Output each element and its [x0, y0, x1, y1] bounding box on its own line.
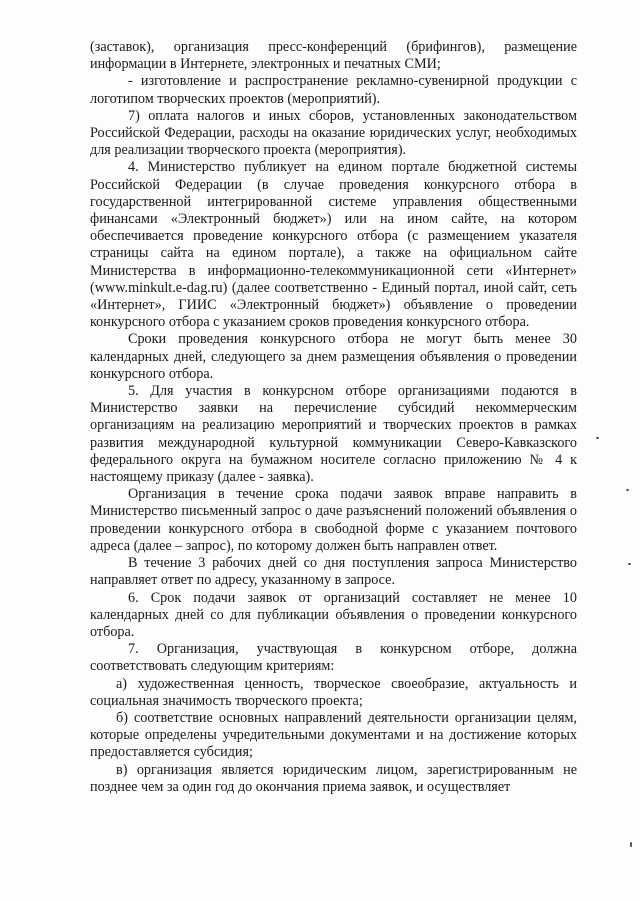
paragraph-item-7-taxes: 7) оплата налогов и иных сборов, установленных законодательством Российской Федерации, расходы на оказание юридических услуг, необходимых для реализации творческого проекта (мероприятия).	[90, 107, 577, 159]
scan-speck	[596, 437, 599, 439]
paragraph-response-term: В течение 3 рабочих дней со дня поступления запроса Министерство направляет ответ по адресу, указанному в запросе.	[90, 555, 577, 589]
paragraph-section-6: 6. Срок подачи заявок от организаций составляет не менее 10 календарных дней со для публикации объявления о проведении конкурсного отбора.	[90, 589, 577, 640]
paragraph-criterion-b: б) соответствие основных направлений деятельности организации целям, которые определены учредительными документами и на достижение которых предоставляется субсидия;	[90, 709, 577, 761]
scan-speck	[630, 842, 632, 847]
paragraph-promo-continuation: (заставок), организация пресс-конференций (брифингов), размещение информации в Интернете, электронных и печатных СМИ;	[90, 39, 577, 73]
paragraph-section-5: 5. Для участия в конкурсном отборе организациями подаются в Министерство заявки на перечисление субсидий некоммерческим организациям на реализацию мероприятий и творческих проектов в рамках развития международной культурной коммуникации Северо-Кавказского федерального округа на бумажном носителе согласно приложению № 4 к настоящему приказу (далее - заявка).	[90, 383, 577, 486]
scan-speck	[626, 489, 629, 491]
paragraph-section-4: 4. Министерство публикует на едином портале бюджетной системы Российской Федерации (в случае проведения конкурсного отбора в государственной интегрированной системе управления общественными финансами «Электронный бюджет») или на ином сайте, на котором обеспечивается проведение конкурсного отбора (с размещением указателя страницы сайта на едином портале), а также на официальном сайте Министерства в информационно-телекоммуникационной сети «Интернет» (www.minkult.e-dag.ru) (далее соответственно - Единый портал, иной сайт, сеть «Интернет», ГИИС «Электронный бюджет») объявление о проведении конкурсного отбора с указанием сроков проведения конкурсного отбора.	[90, 159, 577, 331]
paragraph-section-7: 7. Организация, участвующая в конкурсном отборе, должна соответствовать следующим критериям:	[90, 641, 577, 675]
paragraph-clarification-request: Организация в течение срока подачи заявок вправе направить в Министерство письменный запрос о даче разъяснений положений объявления о проведении конкурсного отбора в свободной форме с указанием почтового адреса (далее – запрос), по которому должен быть направлен ответ.	[90, 486, 577, 554]
paragraph-criterion-v: в) организация является юридическим лицом, зарегистрированным не позднее чем за один год до окончания приема заявок, и осуществляет	[90, 761, 577, 795]
paragraph-criterion-a: а) художественная ценность, творческое своеобразие, актуальность и социальная значимость творческого проекта;	[90, 675, 577, 709]
document-body	[90, 39, 577, 796]
paragraph-selection-deadlines: Сроки проведения конкурсного отбора не могут быть менее 30 календарных дней, следующего за днем размещения объявления о проведении конкурсного отбора.	[90, 331, 577, 382]
paragraph-souvenir-production: - изготовление и распространение рекламно-сувенирной продукции с логотипом творческих проектов (мероприятий).	[90, 73, 577, 107]
scan-speck	[628, 563, 631, 565]
